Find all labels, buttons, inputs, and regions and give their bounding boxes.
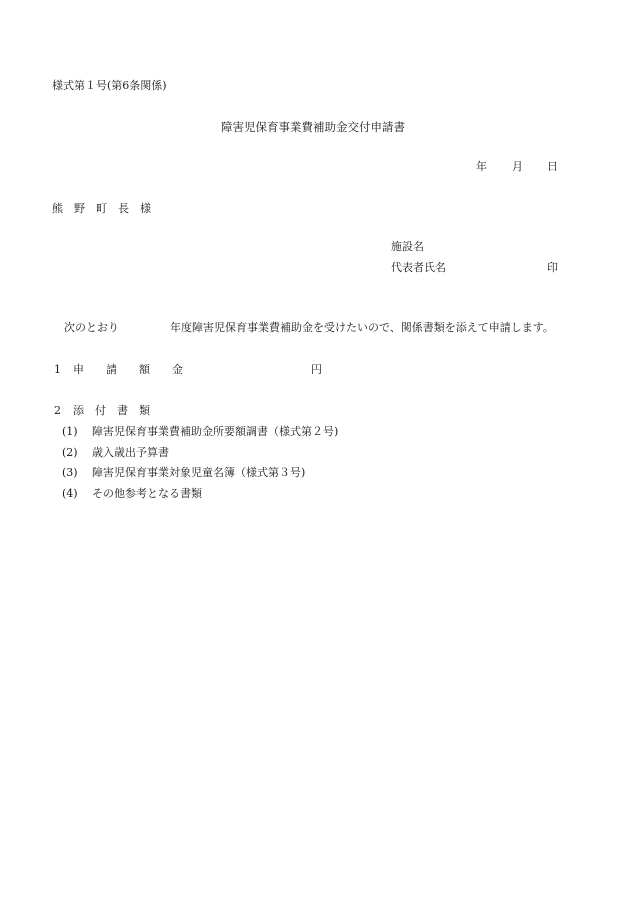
seal-mark: 印 [547,261,558,274]
representative-name-label: 代表者氏名 [391,261,446,274]
item-2-attachments-label: 添 付 書 類 [73,404,150,417]
attachment-list-item [62,446,169,460]
addressee: 熊 野 町 長 様 [52,202,151,215]
attachment-number: (1) [62,425,78,438]
attachment-text: 歳入歳出予算書 [92,446,169,459]
item-1-number: 1 [54,363,61,376]
body-main-text: 年度障害児保育事業費補助金を受けたいので、関係書類を添えて申請します。 [170,321,554,334]
attachment-number: (4) [62,487,78,500]
attachment-number: (2) [62,446,78,459]
item-2-number: 2 [54,404,61,417]
facility-name-label: 施設名 [391,240,424,253]
attachment-list-item [62,425,338,439]
attachment-text: 障害児保育事業対象児童名簿（様式第３号) [92,466,306,479]
attachment-text: 障害児保育事業費補助金所要額調書（様式第２号) [92,425,339,438]
body-lead-text: 次のとおり [64,321,119,334]
attachment-list-item [62,487,202,501]
item-1-amount-label: 申 請 額 金 [73,363,183,376]
attachment-list-item [62,466,305,480]
item-1-yen-unit: 円 [311,363,322,376]
date-year-label: 年 [476,160,487,173]
document-title: 障害児保育事業費補助金交付申請書 [221,120,405,134]
attachment-text: その他参考となる書類 [92,487,202,500]
form-number: 様式第１号(第6条関係) [52,79,167,92]
date-month-label: 月 [512,160,523,173]
date-day-label: 日 [547,160,558,173]
attachment-number: (3) [62,466,78,479]
